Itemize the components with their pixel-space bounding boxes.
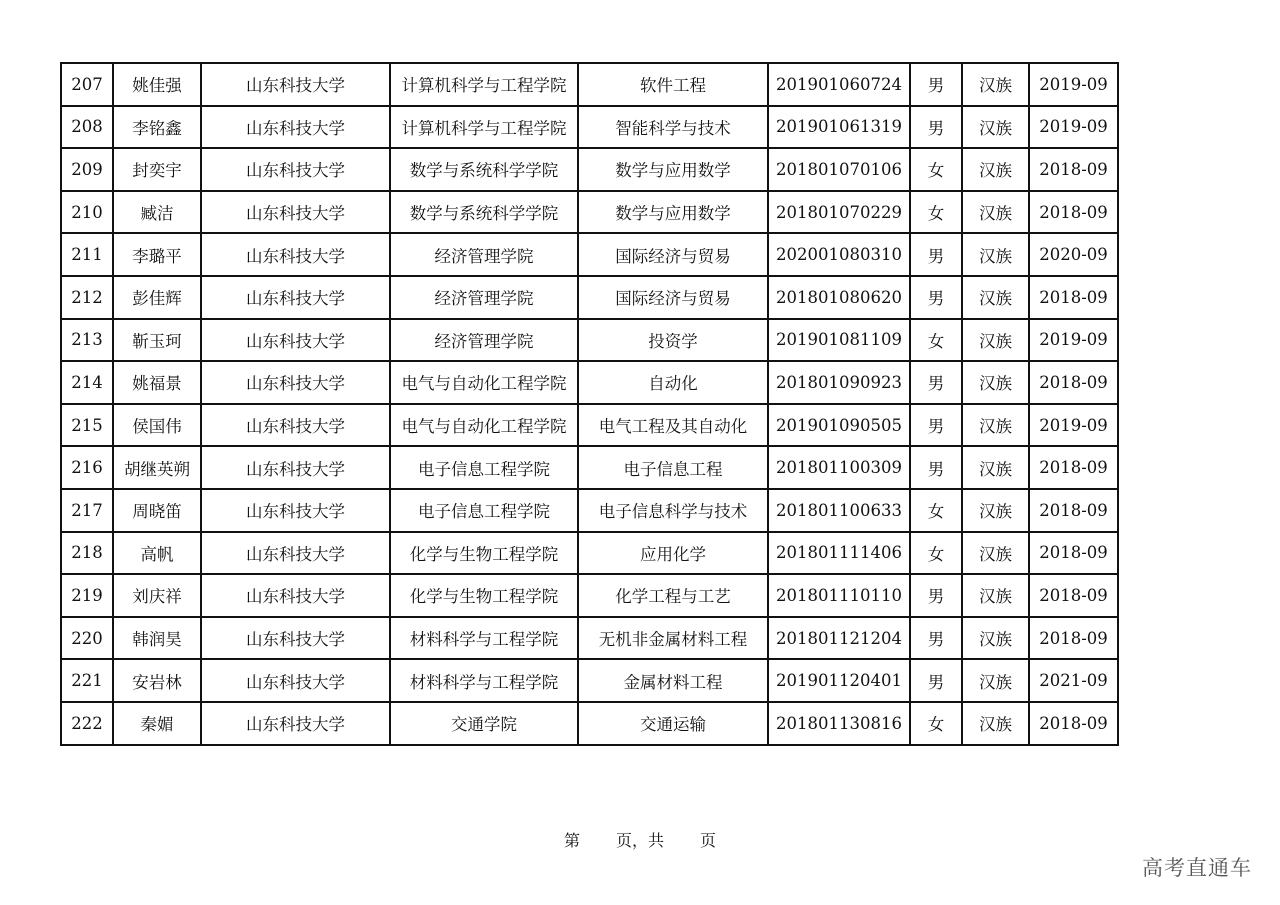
cell-student-id: 201901061319 <box>768 106 910 149</box>
table-row <box>61 191 1118 234</box>
cell-gender: 男 <box>910 106 962 149</box>
cell-ethnicity: 汉族 <box>962 319 1029 362</box>
cell-university: 山东科技大学 <box>201 659 390 702</box>
cell-college: 经济管理学院 <box>390 276 578 319</box>
cell-student-id: 201901120401 <box>768 659 910 702</box>
cell-gender: 男 <box>910 617 962 660</box>
cell-index: 207 <box>61 63 113 106</box>
cell-name: 韩润昊 <box>113 617 201 660</box>
cell-name: 臧洁 <box>113 191 201 234</box>
table-row <box>61 361 1118 404</box>
table-row <box>61 404 1118 447</box>
cell-college: 材料科学与工程学院 <box>390 617 578 660</box>
cell-ethnicity: 汉族 <box>962 489 1029 532</box>
cell-ethnicity: 汉族 <box>962 191 1029 234</box>
cell-gender: 男 <box>910 659 962 702</box>
cell-university: 山东科技大学 <box>201 702 390 745</box>
table-row <box>61 63 1118 106</box>
cell-university: 山东科技大学 <box>201 489 390 532</box>
cell-index: 211 <box>61 233 113 276</box>
cell-university: 山东科技大学 <box>201 361 390 404</box>
cell-gender: 女 <box>910 148 962 191</box>
cell-name: 侯国伟 <box>113 404 201 447</box>
cell-enroll-date: 2018-09 <box>1029 191 1118 234</box>
cell-ethnicity: 汉族 <box>962 446 1029 489</box>
cell-student-id: 201801111406 <box>768 532 910 575</box>
cell-student-id: 201901060724 <box>768 63 910 106</box>
cell-enroll-date: 2018-09 <box>1029 276 1118 319</box>
cell-gender: 男 <box>910 574 962 617</box>
cell-gender: 男 <box>910 233 962 276</box>
table-row <box>61 532 1118 575</box>
cell-college: 电气与自动化工程学院 <box>390 361 578 404</box>
cell-index: 213 <box>61 319 113 362</box>
cell-index: 216 <box>61 446 113 489</box>
table-row <box>61 489 1118 532</box>
cell-ethnicity: 汉族 <box>962 233 1029 276</box>
cell-enroll-date: 2018-09 <box>1029 446 1118 489</box>
cell-university: 山东科技大学 <box>201 319 390 362</box>
cell-university: 山东科技大学 <box>201 233 390 276</box>
cell-university: 山东科技大学 <box>201 276 390 319</box>
cell-major: 金属材料工程 <box>578 659 768 702</box>
table-row <box>61 574 1118 617</box>
cell-index: 221 <box>61 659 113 702</box>
cell-enroll-date: 2020-09 <box>1029 233 1118 276</box>
cell-major: 电气工程及其自动化 <box>578 404 768 447</box>
cell-ethnicity: 汉族 <box>962 617 1029 660</box>
cell-ethnicity: 汉族 <box>962 63 1029 106</box>
cell-gender: 女 <box>910 319 962 362</box>
table-row <box>61 617 1118 660</box>
cell-university: 山东科技大学 <box>201 63 390 106</box>
cell-enroll-date: 2018-09 <box>1029 148 1118 191</box>
cell-student-id: 202001080310 <box>768 233 910 276</box>
cell-ethnicity: 汉族 <box>962 361 1029 404</box>
table-row <box>61 276 1118 319</box>
cell-student-id: 201901090505 <box>768 404 910 447</box>
cell-index: 218 <box>61 532 113 575</box>
cell-student-id: 201801130816 <box>768 702 910 745</box>
student-roster-table <box>60 62 1119 746</box>
cell-gender: 男 <box>910 276 962 319</box>
cell-enroll-date: 2018-09 <box>1029 532 1118 575</box>
cell-index: 209 <box>61 148 113 191</box>
cell-name: 姚福景 <box>113 361 201 404</box>
cell-index: 214 <box>61 361 113 404</box>
cell-student-id: 201801090923 <box>768 361 910 404</box>
cell-major: 无机非金属材料工程 <box>578 617 768 660</box>
cell-enroll-date: 2019-09 <box>1029 106 1118 149</box>
cell-major: 交通运输 <box>578 702 768 745</box>
cell-enroll-date: 2018-09 <box>1029 489 1118 532</box>
cell-university: 山东科技大学 <box>201 574 390 617</box>
page-label-suffix: 页 <box>700 831 717 850</box>
cell-university: 山东科技大学 <box>201 191 390 234</box>
cell-college: 电子信息工程学院 <box>390 489 578 532</box>
cell-gender: 男 <box>910 361 962 404</box>
cell-college: 电气与自动化工程学院 <box>390 404 578 447</box>
roster-body <box>61 63 1118 745</box>
cell-university: 山东科技大学 <box>201 148 390 191</box>
cell-college: 计算机科学与工程学院 <box>390 106 578 149</box>
cell-ethnicity: 汉族 <box>962 148 1029 191</box>
cell-college: 化学与生物工程学院 <box>390 532 578 575</box>
cell-index: 208 <box>61 106 113 149</box>
cell-ethnicity: 汉族 <box>962 106 1029 149</box>
cell-major: 电子信息工程 <box>578 446 768 489</box>
cell-name: 秦媚 <box>113 702 201 745</box>
cell-gender: 女 <box>910 702 962 745</box>
page-label-mid: 页，共 <box>615 831 664 850</box>
cell-student-id: 201801100309 <box>768 446 910 489</box>
page-footer <box>0 828 1280 851</box>
cell-name: 刘庆祥 <box>113 574 201 617</box>
cell-ethnicity: 汉族 <box>962 404 1029 447</box>
cell-ethnicity: 汉族 <box>962 532 1029 575</box>
cell-index: 220 <box>61 617 113 660</box>
table-row <box>61 106 1118 149</box>
cell-university: 山东科技大学 <box>201 404 390 447</box>
table-row <box>61 659 1118 702</box>
cell-gender: 男 <box>910 63 962 106</box>
cell-ethnicity: 汉族 <box>962 659 1029 702</box>
cell-gender: 男 <box>910 446 962 489</box>
cell-name: 彭佳辉 <box>113 276 201 319</box>
cell-index: 219 <box>61 574 113 617</box>
cell-name: 靳玉珂 <box>113 319 201 362</box>
cell-student-id: 201801070229 <box>768 191 910 234</box>
table-row <box>61 148 1118 191</box>
cell-enroll-date: 2018-09 <box>1029 574 1118 617</box>
cell-major: 应用化学 <box>578 532 768 575</box>
cell-college: 数学与系统科学学院 <box>390 148 578 191</box>
cell-major: 软件工程 <box>578 63 768 106</box>
table-row <box>61 233 1118 276</box>
cell-enroll-date: 2019-09 <box>1029 404 1118 447</box>
cell-name: 姚佳强 <box>113 63 201 106</box>
cell-name: 高帆 <box>113 532 201 575</box>
cell-enroll-date: 2018-09 <box>1029 617 1118 660</box>
cell-enroll-date: 2021-09 <box>1029 659 1118 702</box>
cell-college: 化学与生物工程学院 <box>390 574 578 617</box>
page-label-prefix: 第 <box>563 831 580 850</box>
cell-enroll-date: 2019-09 <box>1029 319 1118 362</box>
cell-student-id: 201901081109 <box>768 319 910 362</box>
watermark: 高考直通车 <box>1142 856 1252 880</box>
cell-gender: 女 <box>910 532 962 575</box>
cell-student-id: 201801110110 <box>768 574 910 617</box>
cell-ethnicity: 汉族 <box>962 276 1029 319</box>
cell-university: 山东科技大学 <box>201 446 390 489</box>
cell-college: 电子信息工程学院 <box>390 446 578 489</box>
cell-major: 化学工程与工艺 <box>578 574 768 617</box>
cell-gender: 男 <box>910 404 962 447</box>
cell-major: 自动化 <box>578 361 768 404</box>
table-row <box>61 702 1118 745</box>
cell-university: 山东科技大学 <box>201 106 390 149</box>
cell-college: 数学与系统科学学院 <box>390 191 578 234</box>
cell-name: 封奕宇 <box>113 148 201 191</box>
cell-student-id: 201801070106 <box>768 148 910 191</box>
cell-index: 215 <box>61 404 113 447</box>
cell-major: 国际经济与贸易 <box>578 233 768 276</box>
cell-major: 投资学 <box>578 319 768 362</box>
cell-major: 智能科学与技术 <box>578 106 768 149</box>
cell-university: 山东科技大学 <box>201 532 390 575</box>
cell-index: 217 <box>61 489 113 532</box>
cell-student-id: 201801100633 <box>768 489 910 532</box>
cell-enroll-date: 2019-09 <box>1029 63 1118 106</box>
cell-major: 数学与应用数学 <box>578 148 768 191</box>
cell-index: 222 <box>61 702 113 745</box>
cell-index: 210 <box>61 191 113 234</box>
cell-name: 李璐平 <box>113 233 201 276</box>
cell-ethnicity: 汉族 <box>962 702 1029 745</box>
cell-enroll-date: 2018-09 <box>1029 361 1118 404</box>
cell-major: 数学与应用数学 <box>578 191 768 234</box>
cell-college: 计算机科学与工程学院 <box>390 63 578 106</box>
cell-name: 胡继英朔 <box>113 446 201 489</box>
cell-major: 电子信息科学与技术 <box>578 489 768 532</box>
cell-ethnicity: 汉族 <box>962 574 1029 617</box>
cell-name: 安岩林 <box>113 659 201 702</box>
cell-university: 山东科技大学 <box>201 617 390 660</box>
cell-student-id: 201801080620 <box>768 276 910 319</box>
cell-college: 材料科学与工程学院 <box>390 659 578 702</box>
table-row <box>61 446 1118 489</box>
cell-student-id: 201801121204 <box>768 617 910 660</box>
cell-index: 212 <box>61 276 113 319</box>
cell-name: 周晓笛 <box>113 489 201 532</box>
cell-enroll-date: 2018-09 <box>1029 702 1118 745</box>
cell-major: 国际经济与贸易 <box>578 276 768 319</box>
cell-name: 李铭鑫 <box>113 106 201 149</box>
cell-college: 经济管理学院 <box>390 319 578 362</box>
cell-college: 交通学院 <box>390 702 578 745</box>
cell-gender: 女 <box>910 191 962 234</box>
cell-gender: 女 <box>910 489 962 532</box>
cell-college: 经济管理学院 <box>390 233 578 276</box>
table-row <box>61 319 1118 362</box>
